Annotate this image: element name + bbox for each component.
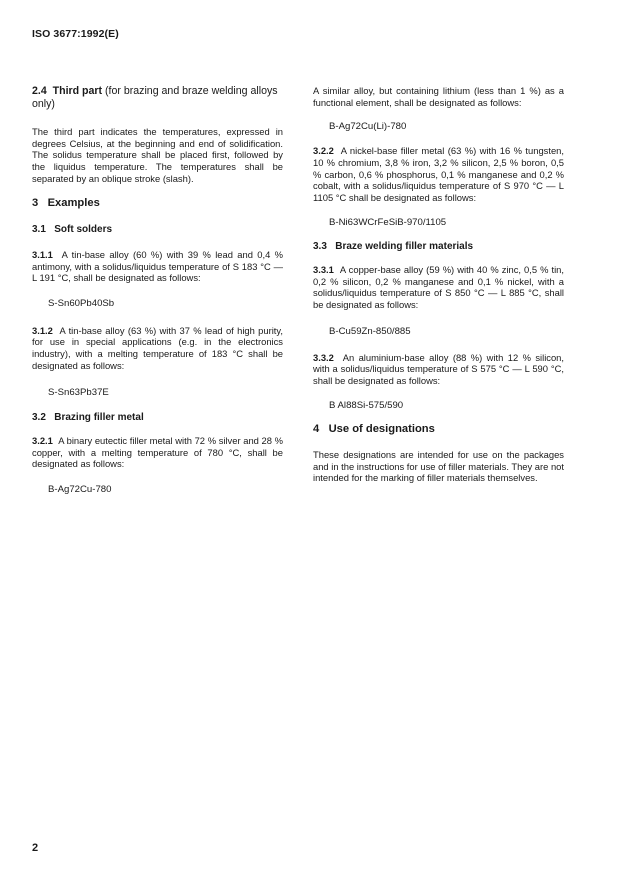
section-3-2-1-continuation: A similar alloy, but containing lithium (less than 1 %) as a functional element, shall be designated as follows: bbox=[313, 85, 564, 108]
page-number: 2 bbox=[32, 842, 39, 854]
section-3-2-heading bbox=[32, 412, 283, 424]
section-number: 3.3.2 bbox=[313, 351, 334, 363]
designation-b-cu59zn: B-Cu59Zn-850/885 bbox=[329, 325, 411, 337]
section-3-3-1-body bbox=[313, 264, 564, 311]
designation-s-sn63pb37e: S-Sn63Pb37E bbox=[48, 386, 109, 398]
section-title: Third part bbox=[52, 85, 103, 97]
section-title: Soft solders bbox=[54, 224, 113, 236]
section-title: Examples bbox=[47, 196, 100, 209]
section-3-3-2-body bbox=[313, 352, 564, 387]
section-number: 4 bbox=[313, 423, 320, 436]
paragraph-text: A tin-base alloy (60 %) with 39 % lead and 0,4 % antimony, with a solidus/liquidus temperature of S 183 °C — L 191 °C, shall be designated as follows: bbox=[32, 248, 283, 284]
section-number: 3.2.2 bbox=[313, 145, 334, 157]
section-subtitle: (for brazing and braze welding alloys only) bbox=[32, 85, 278, 110]
section-3-2-2-body bbox=[313, 145, 564, 204]
designation-b-al88si: B Al88Si-575/590 bbox=[329, 399, 404, 411]
section-4-heading bbox=[313, 424, 564, 436]
section-3-1-2-body bbox=[32, 325, 283, 372]
designation-b-ag72cu-780: B-Ag72Cu-780 bbox=[48, 484, 112, 496]
section-number: 3 bbox=[32, 196, 39, 209]
section-number: 3.1.2 bbox=[32, 324, 53, 336]
section-number: 2.4 bbox=[32, 85, 47, 97]
section-3-2-1-body bbox=[32, 435, 283, 470]
section-2-4-heading bbox=[32, 85, 283, 110]
section-number: 3.1.1 bbox=[32, 248, 53, 260]
designation-s-sn60pb40sb: S-Sn60Pb40Sb bbox=[48, 298, 115, 310]
section-4-body: These designations are intended for use on the packages and in the instructions for use of filler materials. They are not intended for the marking of filler materials themselves. bbox=[313, 449, 564, 484]
section-3-heading bbox=[32, 198, 283, 210]
section-2-4-body: The third part indicates the temperatures, expressed in degrees Celsius, at the beginning and end of solidification. The solidus temperature shall be placed first, followed by the liquidus temperature. The temperatures shall be separated by an oblique stroke (slash). bbox=[32, 126, 283, 184]
paragraph-text: A copper-base alloy (59 %) with 40 % zinc, 0,5 % tin, 0,2 % silicon, 0,2 % manganese and 0,1 % nickel, with a solidus/liquidus temperature of S 850 °C — L 885 °C, shall be designated as follows: bbox=[313, 264, 564, 311]
section-title: Braze welding filler materials bbox=[335, 241, 474, 253]
right-column bbox=[313, 85, 564, 484]
section-title: Brazing filler metal bbox=[54, 412, 144, 424]
section-number: 3.1 bbox=[32, 224, 46, 236]
section-3-1-heading bbox=[32, 224, 283, 236]
section-3-1-1-body bbox=[32, 249, 283, 284]
section-number: 3.3 bbox=[313, 241, 327, 253]
paragraph-text: A binary eutectic filler metal with 72 % silver and 28 % copper, with a melting temperature of 780 °C, shall be designated as follows: bbox=[32, 434, 283, 470]
paragraph-text: A nickel-base filler metal (63 %) with 16 % tungsten, 10 % chromium, 3,8 % iron, 3,2 % silicon, 2,5 % boron, 0,5 % carbon, 0,6 % phosphorus, 0,1 % manganese and 0,2 % cobalt, with a solidus/liquidus temperature of S 970 °C — L 1105 °C shall be designated as follows: bbox=[313, 145, 564, 203]
left-column bbox=[32, 85, 283, 496]
paragraph-text: A tin-base alloy (63 %) with 37 % lead of high purity, for use in special applications (e.g. in the electronics industry), with a melting temperature of 183 °C shall be designated as follows: bbox=[32, 324, 283, 371]
document-header: ISO 3677:1992(E) bbox=[32, 28, 119, 40]
section-title: Use of designations bbox=[328, 423, 435, 436]
designation-b-ag72cu-li-780: B-Ag72Cu(Li)-780 bbox=[329, 121, 407, 133]
section-number: 3.2 bbox=[32, 412, 46, 424]
section-number: 3.3.1 bbox=[313, 264, 334, 276]
section-number: 3.2.1 bbox=[32, 434, 53, 446]
paragraph-text: An aluminium-base alloy (88 %) with 12 % silicon, with a solidus/liquidus temperature of S 575 °C — L 590 °C, shall be designated as follows: bbox=[313, 351, 564, 386]
designation-b-ni63wcrfesib: B-Ni63WCrFeSiB-970/1105 bbox=[329, 216, 447, 228]
section-3-3-heading bbox=[313, 241, 564, 253]
